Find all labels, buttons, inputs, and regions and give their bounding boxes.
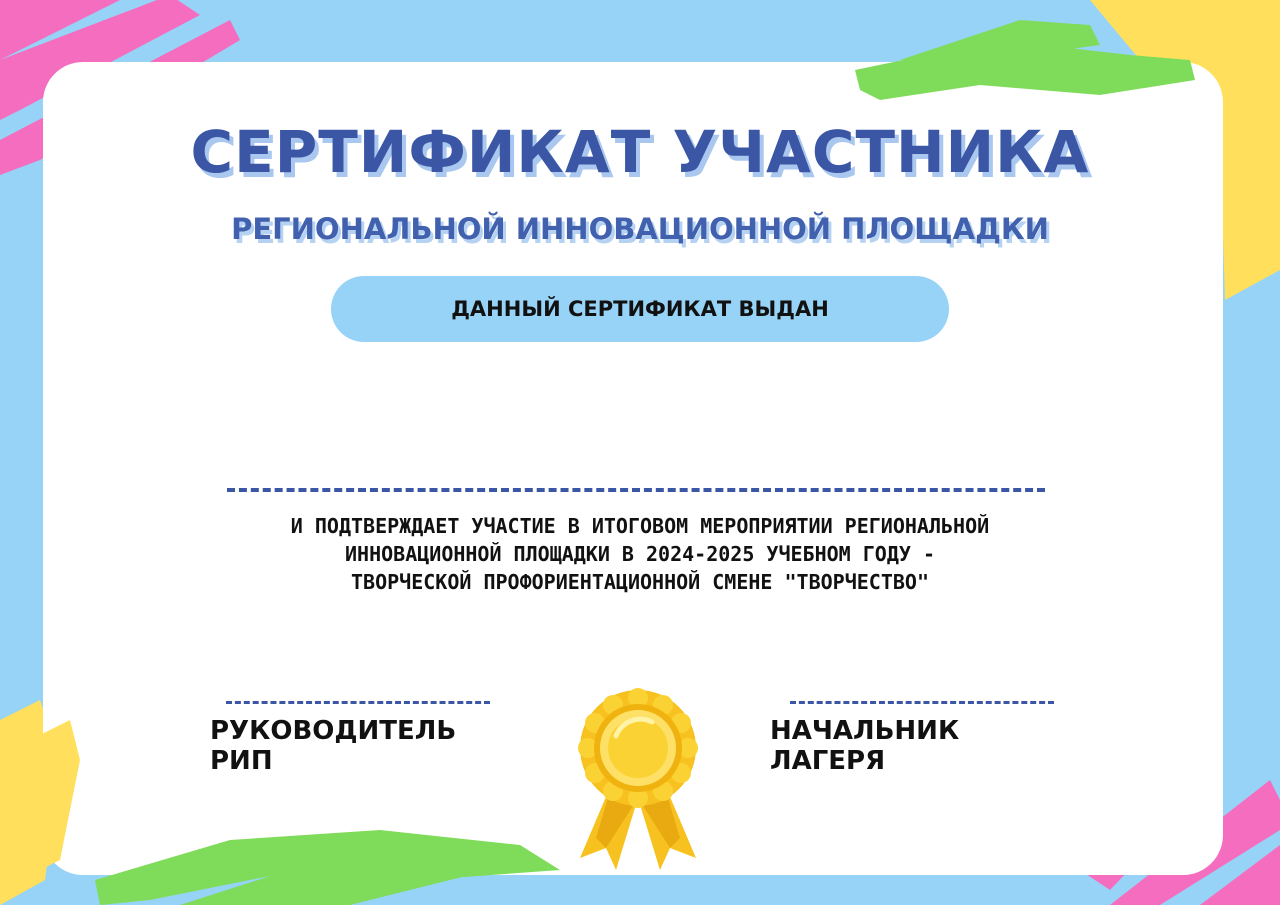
certificate-subtitle: РЕГИОНАЛЬНОЙ ИННОВАЦИОННОЙ ПЛОЩАДКИ bbox=[231, 212, 1049, 246]
certificate-title: СЕРТИФИКАТ УЧАСТНИКА bbox=[190, 118, 1090, 186]
recipient-name-line bbox=[227, 488, 1045, 492]
body-line-2: ИННОВАЦИОННОЙ ПЛОЩАДКИ В 2024-2025 УЧЕБНОМ ГОДУ - bbox=[344, 542, 935, 566]
signature-label-left: РУКОВОДИТЕЛЬ РИП bbox=[210, 716, 457, 776]
certificate-body-text bbox=[180, 512, 1100, 596]
award-ribbon-icon bbox=[566, 688, 710, 878]
signature-line-right bbox=[790, 701, 1054, 704]
body-line-1: И ПОДТВЕРЖДАЕТ УЧАСТИЕ В ИТОГОВОМ МЕРОПРИЯТИИ РЕГИОНАЛЬНОЙ bbox=[290, 514, 990, 538]
body-line-3: ТВОРЧЕСКОЙ ПРОФОРИЕНТАЦИОННОЙ СМЕНЕ "ТВОРЧЕСТВО" bbox=[351, 570, 929, 594]
issued-to-banner bbox=[331, 276, 949, 342]
issued-to-label: ДАННЫЙ СЕРТИФИКАТ ВЫДАН bbox=[451, 297, 829, 321]
signature-line-left bbox=[226, 701, 490, 704]
signature-label-right: НАЧАЛЬНИК ЛАГЕРЯ bbox=[770, 716, 960, 776]
